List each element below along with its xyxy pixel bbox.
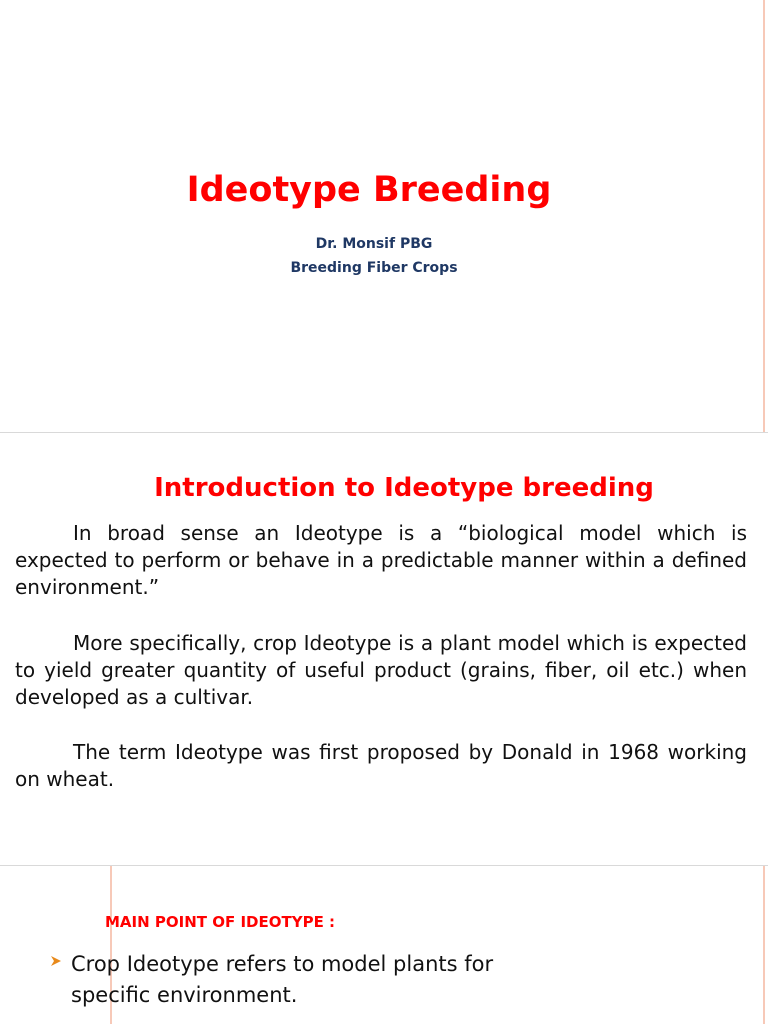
intro-heading: Introduction to Ideotype breeding	[154, 473, 654, 503]
slide-accent-line	[763, 0, 765, 432]
arrowhead-bullet-icon	[49, 954, 63, 968]
author-name: Dr. Monsif PBG	[315, 236, 433, 252]
bullet-text: Crop Ideotype refers to model plants for specific environment.	[71, 952, 494, 1007]
intro-slide	[0, 433, 768, 865]
title-slide	[0, 0, 768, 432]
main-point-heading: MAIN POINT OF IDEOTYPE :	[105, 913, 336, 931]
slide-accent-line	[763, 866, 765, 1024]
intro-paragraph: More specifically, crop Ideotype is a plant model which is expected to yield greater quantity of useful product (grains, fiber, oil etc.) when developed as a cultivar.	[15, 631, 747, 709]
main-point-slide	[0, 866, 768, 1024]
intro-paragraph: In broad sense an Ideotype is a “biological model which is expected to perform or behave in a predictable manner within a defined environment.”	[15, 521, 747, 599]
intro-paragraph: The term Ideotype was first proposed by Donald in 1968 working on wheat.	[15, 740, 747, 791]
slide-title: Ideotype Breeding	[186, 170, 552, 210]
course-name: Breeding Fiber Crops	[290, 260, 458, 276]
